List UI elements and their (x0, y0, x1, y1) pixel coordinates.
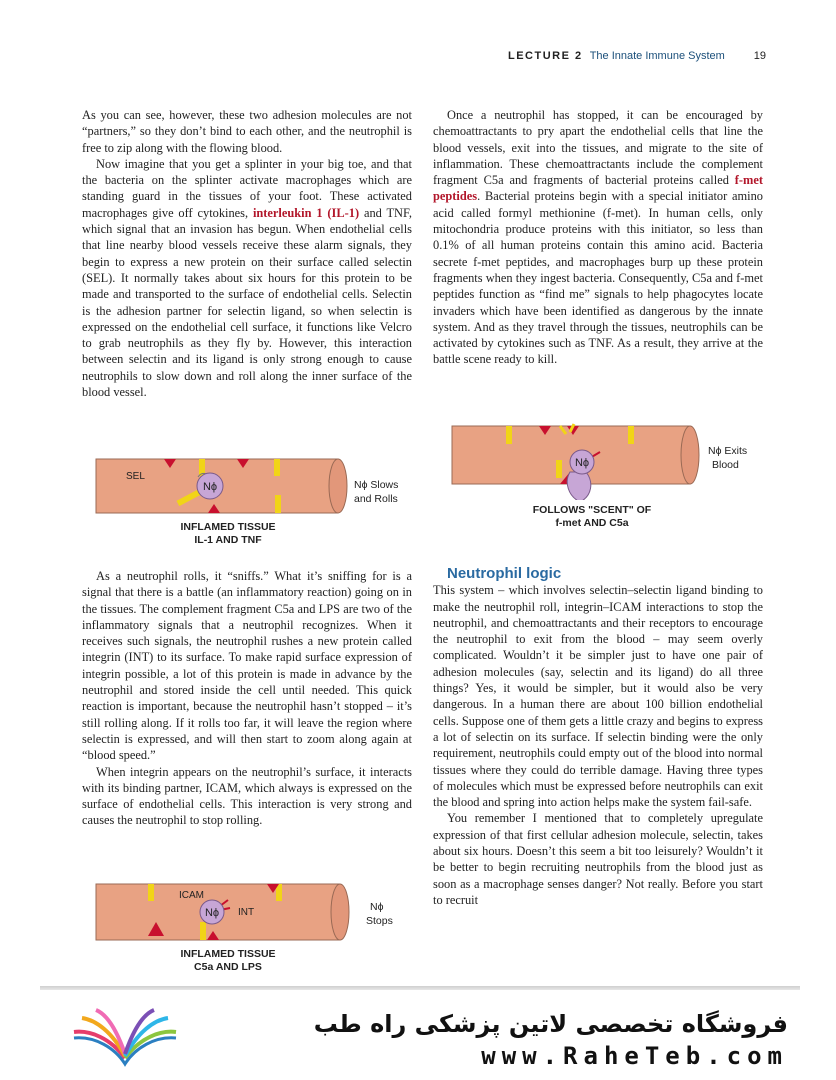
paragraph: As a neutrophil rolls, it “sniffs.” What it’s sniffing for is a signal that there is a battle (an inflammatory reaction) going on in the tissues. The complement fragment C5a and LPS are two of the inflammatory signals that a neutrophil recognizes. When it receives such signals, the neutrophil rushes a new protein called integrin (INT) to its surface. To make rapid surface expression of integrin possible, a lot of this protein is made in advance by the neutrophil and stored inside the cell until needed. This quick reaction is important, because the neutrophil hasn’t stopped – it’s still rolling along. If it rolls too far, it will leave the region where selectin is expressed, and will then start to zoom along again at “blood speed.” (82, 569, 412, 763)
svg-text:and Rolls: and Rolls (354, 493, 398, 505)
keyword-fmet: f-met peptides (433, 173, 763, 204)
svg-text:Stops: Stops (366, 915, 393, 927)
figure-caption: FOLLOWS "SCENT" OF f-met AND C5a (532, 504, 652, 529)
watermark-site-url[interactable]: www.RaheTeb.com (481, 1042, 788, 1070)
svg-text:Nϕ: Nϕ (202, 481, 218, 493)
left-column-upper (82, 107, 412, 400)
paragraph: This system – which involves selectin–selectin ligand binding to make the neutrophil roll, integrin–ICAM interactions to stop the neutrophil, and chemoattractants and their receptors to encourage the neutrophil to exit from the blood – may seem overly complicated. Wouldn’t it be simpler just to have one pair of adhesion molecules (say, selectin and its ligand) do all three things? Yes, it would be simpler, but it would also be very dangerous. In a human there are about 100 billion endothelial cells. Suppose one of them gets a little crazy and begins to express a lot of selectin on its surface. If selectin binding were the only requirement, neutrophils could empty out of the blood into normal tissues where they could do terrible damage. Having three types of molecules which must be expressed before neutrophils can exit the blood and spring into action helps make the system fail-safe. (433, 583, 763, 810)
right-column-lower (433, 566, 763, 908)
paragraph: Now imagine that you get a splinter in your big toe, and that the bacteria on the splinter activate macrophages which are standing guard in the tissues of your foot. These activated macrophages give off cytokines, interleukin 1 (IL-1) and TNF, which signal that an invasion has begun. When endothelial cells that line nearby blood vessels receive these alarm signals, they begin to express a new protein on their surface called selectin (SEL). It normally takes about six hours for this protein to be made and transported to the surface of endothelial cells. Selectin is the adhesion partner for selectin ligand, so when selectin is expressed on the endothelial cell surface, it functions like Velcro to grab neutrophils as they fly by. However, this interaction between selectin and its ligand is only strong enough to cause neutrophils to slow down and roll along the inner surface of the blood vessel. (82, 156, 412, 400)
paragraph: When integrin appears on the neutrophil’s surface, it interacts with its binding partner, ICAM, which always is expressed on the surface of endothelial cells. This interaction is very strong and causes the neutrophil to stop rolling. (82, 764, 412, 828)
page-number: 19 (753, 50, 766, 62)
selectin-marker (556, 460, 562, 478)
svg-text:SEL: SEL (126, 471, 145, 482)
lecture-title: The Innate Immune System (589, 50, 725, 62)
paragraph: You remember I mentioned that to completely upregulate expression of that first cellular adhesion molecule, selectin, takes about six hours. Doesn’t this seem a bit too leisurely? Wouldn’t it be better to begin recruiting neutrophils from the blood just as soon as a macrophage senses danger? Not really. Before you start to recruit (433, 811, 763, 907)
figure-selectin-rolling (92, 455, 412, 522)
svg-text:Nϕ: Nϕ (574, 457, 590, 469)
svg-text:Blood: Blood (712, 459, 739, 471)
paragraph: Once a neutrophil has stopped, it can be encouraged by chemoattractants to pry apart the endothelial cells that line the blood vessels, exit into the tissues, and migrate to the site of inflammation. These chemoattractants include the complement fragment C5a and fragments of bacterial proteins called f-met peptides. Bacterial proteins begin with a special initiator amino acid called formyl methionine (f-met). In human cells, only mitochondria produce proteins with this initiator, so less than 0.1% of all human proteins contain this amino acid. Bacteria secrete f-met peptides, and macrophages burp up these protein fragments when they ingest bacteria. Consequently, C5a and f-met peptides function as “find me” signals to help phagocytes locate invaders which have been identified as dangerous by the innate system. And as they travel through the tissues, neutrophils can be activated by cytokines such as TNF. As a result, they arrive at the battle scene ready to kill. (433, 108, 763, 367)
svg-text:INT: INT (238, 907, 255, 918)
lecture-number: LECTURE 2 (508, 50, 583, 62)
selectin-marker (200, 922, 206, 940)
svg-text:Nϕ: Nϕ (370, 901, 384, 913)
svg-text:Nϕ Slows: Nϕ Slows (354, 479, 399, 491)
paragraph: As you can see, however, these two adhesion molecules are not “partners,” so they don’t bind to each other, and the neutrophil is free to zip along with the flowing blood. (82, 108, 412, 155)
selectin-marker (506, 426, 512, 444)
figure-integrin-stop (92, 880, 412, 949)
selectin-marker (628, 426, 634, 444)
right-column-upper (433, 107, 763, 368)
figure-caption: INFLAMED TISSUE IL-1 AND TNF (180, 521, 276, 546)
selectin-marker (274, 459, 280, 476)
svg-text:Nϕ Exits: Nϕ Exits (708, 445, 748, 457)
left-column-lower (82, 568, 412, 829)
selectin-marker (275, 495, 281, 513)
book-logo-icon (70, 1008, 180, 1073)
svg-text:ICAM: ICAM (179, 890, 204, 901)
section-heading: Neutrophil logic (447, 565, 562, 582)
figure-neutrophil-exit (446, 420, 766, 505)
figure-caption: INFLAMED TISSUE C5a AND LPS (180, 948, 276, 973)
watermark-shop-name: فروشگاه تخصصی لاتین پزشکی راه طب (313, 1010, 788, 1038)
svg-text:Nϕ: Nϕ (204, 907, 220, 919)
selectin-marker (148, 884, 154, 901)
keyword-il1: interleukin 1 (IL-1) (252, 205, 360, 220)
running-header (508, 50, 766, 68)
